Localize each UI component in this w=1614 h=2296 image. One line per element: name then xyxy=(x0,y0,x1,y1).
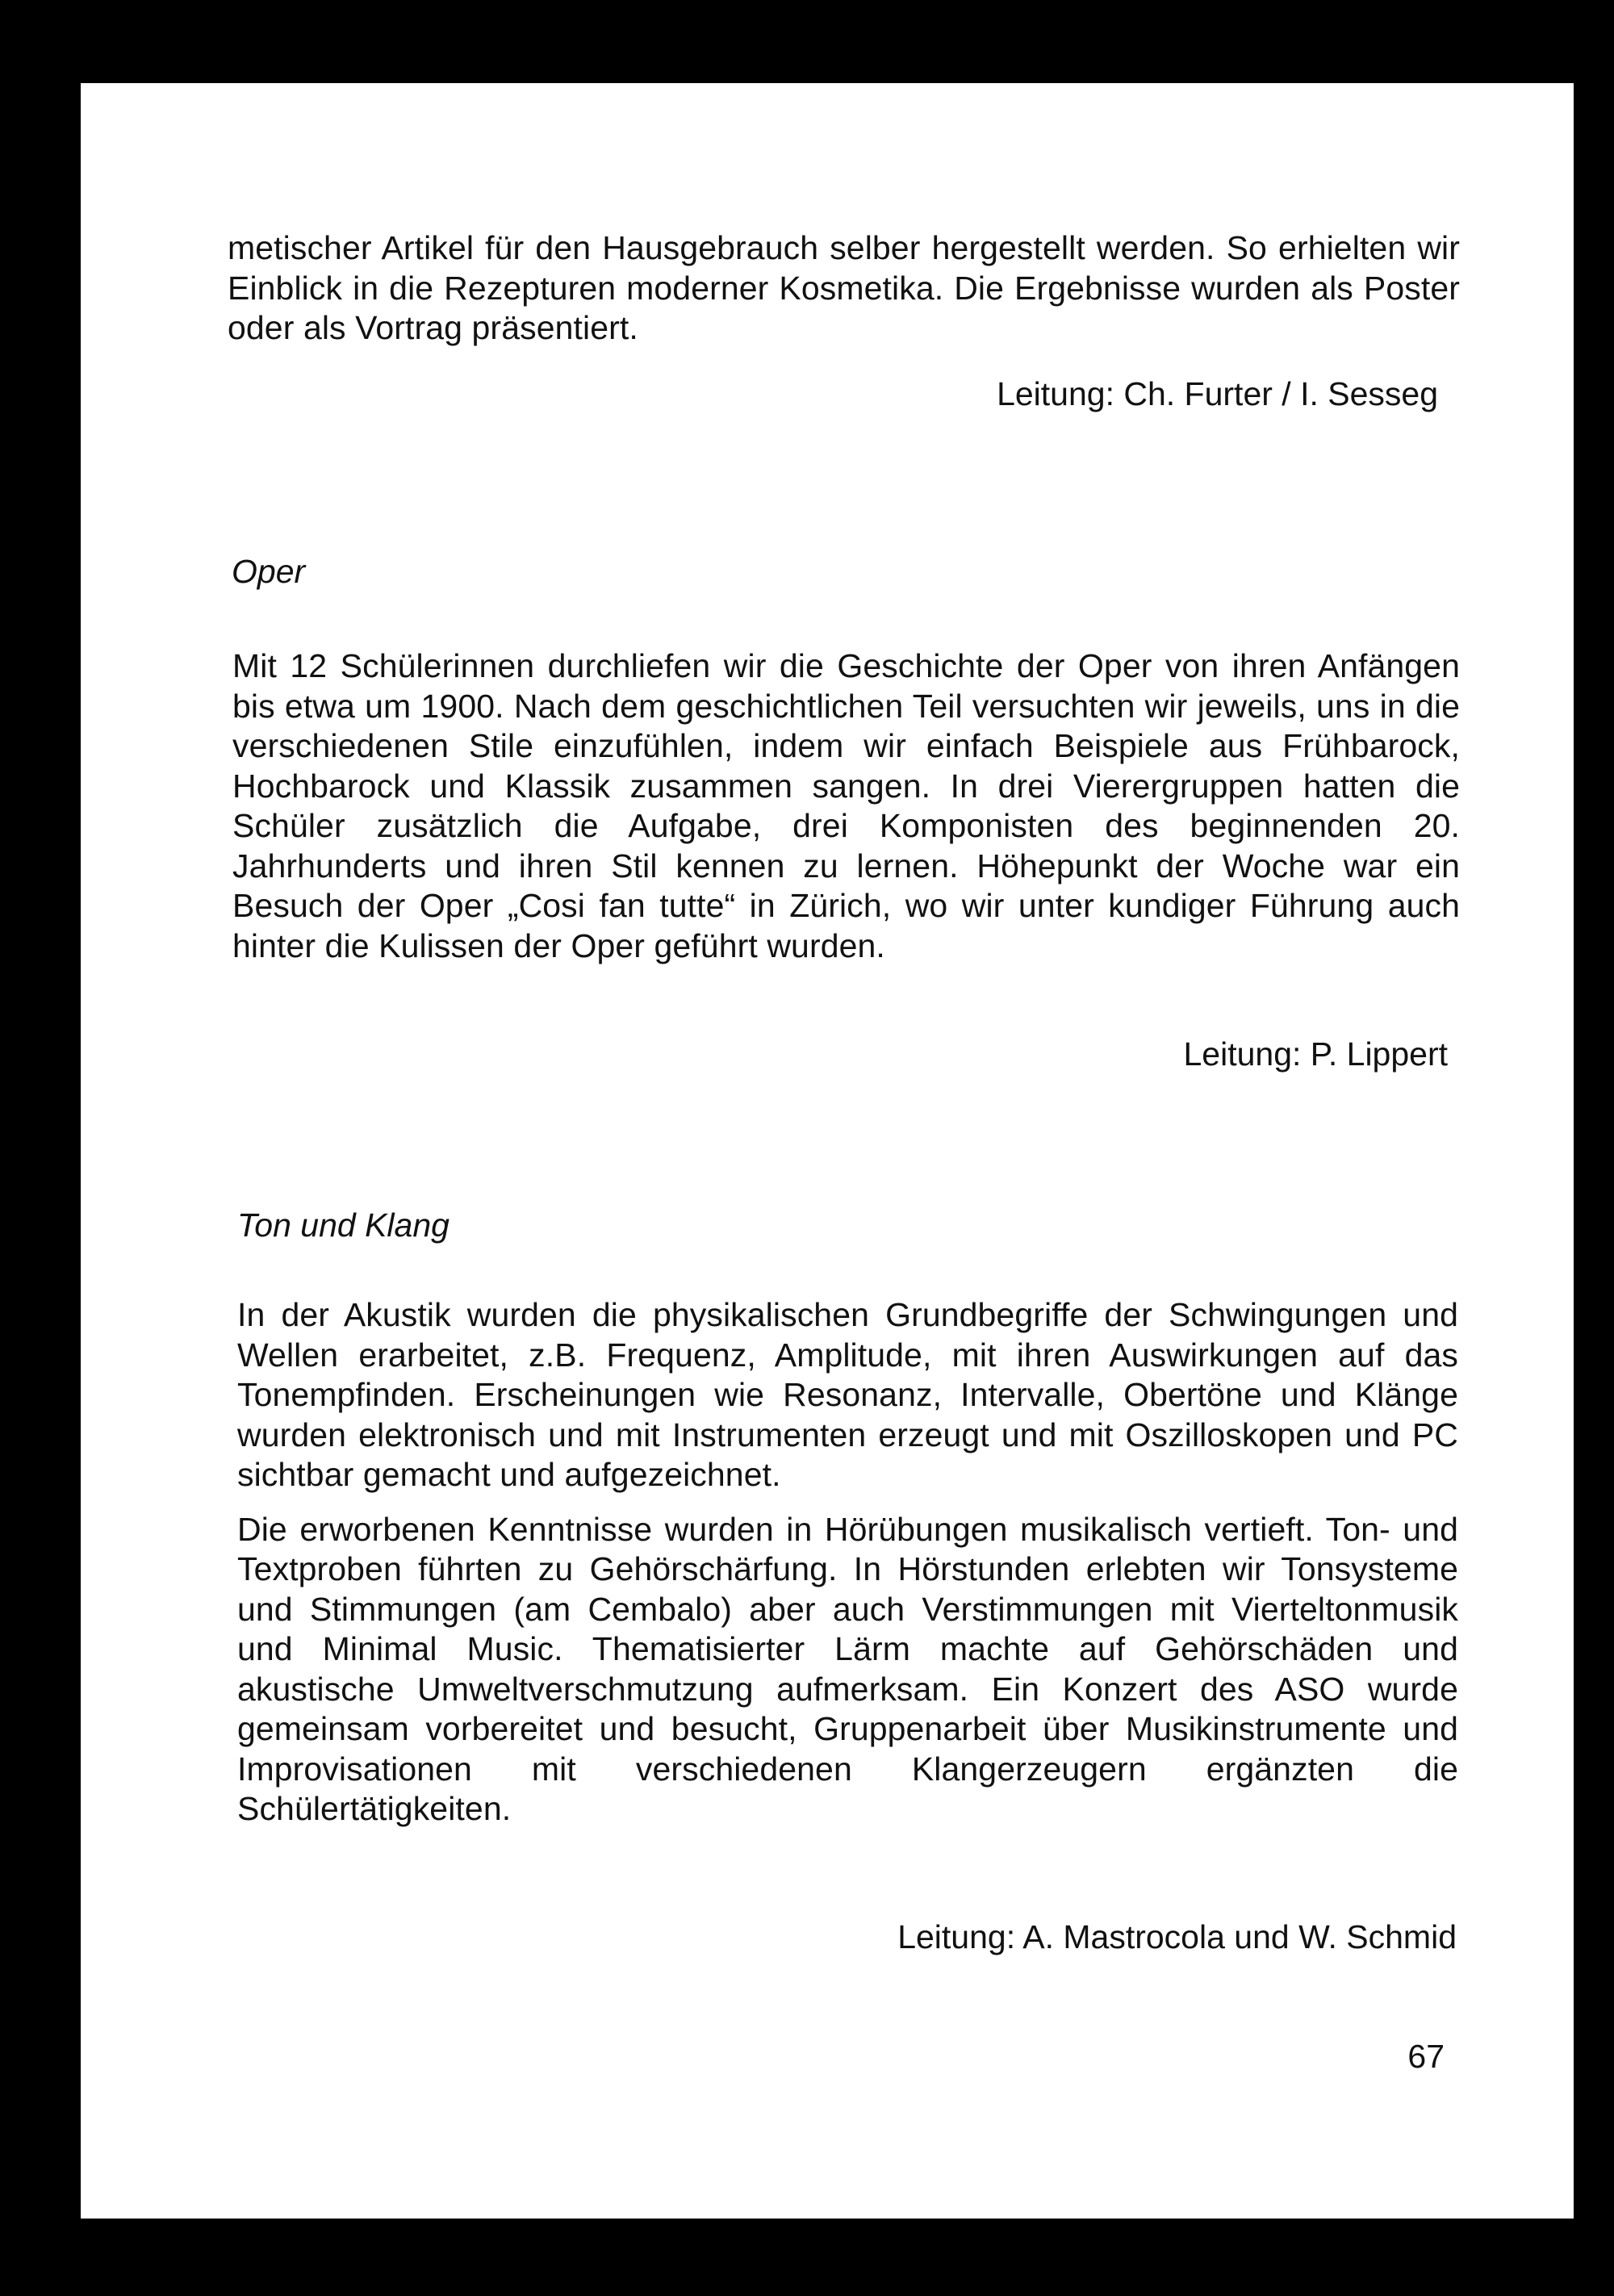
oper-credit: Leitung: P. Lippert xyxy=(1183,1035,1448,1073)
page-number: 67 xyxy=(1407,2038,1445,2075)
intro-paragraph: metischer Artikel für den Hausgebrauch selber hergestellt werden. So erhielten wir Einblick in die Rezepturen moderner Kosmetika. Die Ergebnisse wurden als Poster oder als Vortrag präsentiert. xyxy=(228,229,1460,346)
oper-paragraph: Mit 12 Schülerinnen durchliefen wir die Geschichte der Oper von ihren Anfängen bis etwa um 1900. Nach dem geschichtlichen Teil versuchten wir jeweils, uns in die verschiedenen Stile einzufühlen, indem wir einfach Beispiele aus Frühbarock, Hochbarock und Klassik zusammen sangen. In drei Vierergruppen hatten die Schüler zusätzlich die Aufgabe, drei Komponisten des beginnenden 20. Jahrhunderts und ihren Stil kennen zu lernen. Höhepunkt der Woche war ein Besuch der Oper „Cosi fan tutte“ in Zürich, wo wir unter kundiger Führung auch hinter die Kulissen der Oper geführt wurden. xyxy=(232,647,1460,964)
intro-block xyxy=(228,228,1460,349)
section-title-ton-und-klang: Ton und Klang xyxy=(237,1207,449,1244)
ton-paragraph-1: In der Akustik wurden die physikalischen Grundbegriffe der Schwingungen und Wellen erarbeitet, z.B. Frequenz, Amplitude, mit ihren Auswirkungen auf das Tonempfinden. Erscheinungen wie Resonanz, Intervalle, Obertöne und Klänge wurden elektronisch und mit Instrumenten erzeugt und mit Oszilloskopen und PC sichtbar gemacht und aufgezeichnet. xyxy=(237,1296,1458,1493)
section-oper-body xyxy=(232,646,1460,966)
document-page xyxy=(81,83,1574,2219)
intro-credit: Leitung: Ch. Furter / I. Sesseg xyxy=(997,375,1438,412)
section-ton-body xyxy=(237,1295,1458,1830)
ton-credit: Leitung: A. Mastrocola und W. Schmid xyxy=(897,1918,1457,1955)
section-title-oper: Oper xyxy=(232,553,306,590)
ton-paragraph-2: Die erworbenen Kenntnisse wurden in Hörübungen musikalisch vertieft. Ton- und Textproben führten zu Gehörschärfung. In Hörstunden erlebten wir Tonsysteme und Stimmungen (am Cembalo) aber auch Verstimmungen mit Vierteltonmusik und Minimal Music. Thematisierter Lärm machte auf Gehörschäden und akustische Umweltverschmutzung aufmerksam. Ein Konzert des ASO wurde gemeinsam vorbereitet und besucht, Gruppenarbeit über Musikinstrumente und Improvisationen mit verschiedenen Klangerzeugern ergänzten die Schülertätigkeiten. xyxy=(237,1510,1458,1827)
